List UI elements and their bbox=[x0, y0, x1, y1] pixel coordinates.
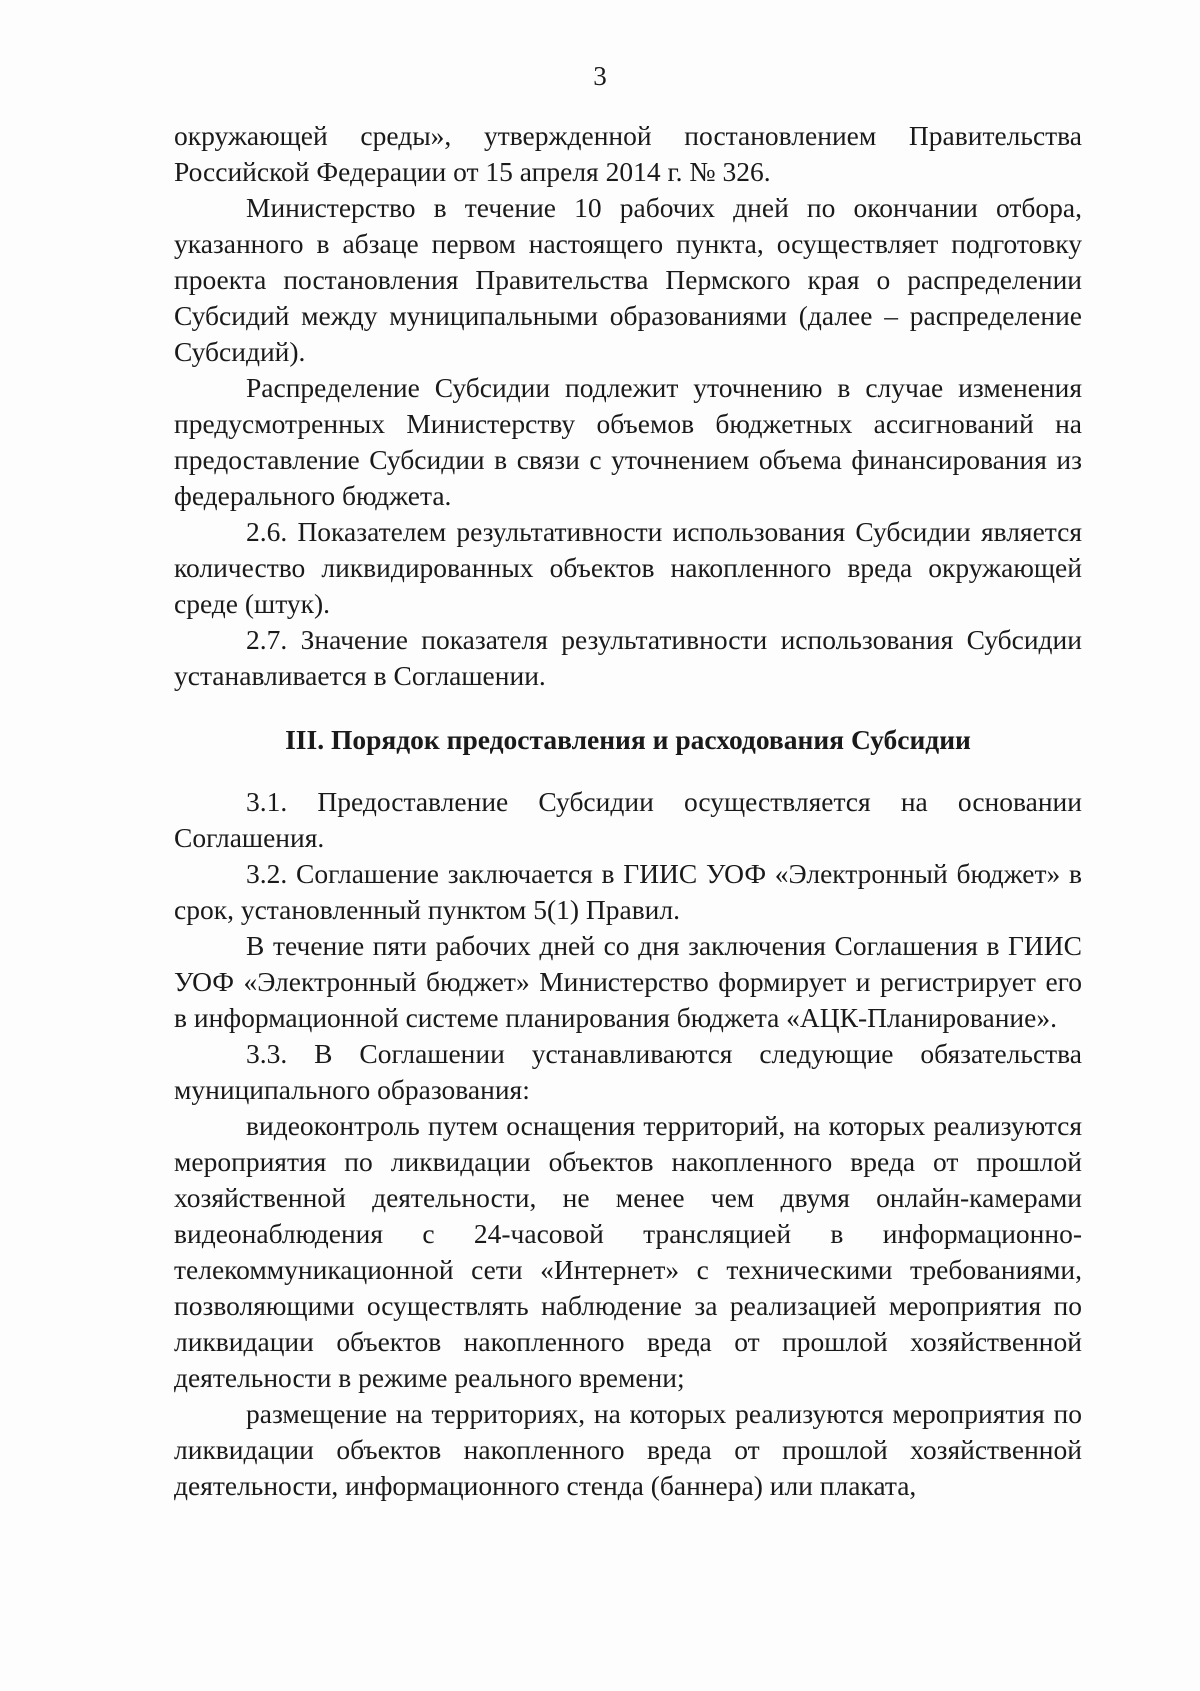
paragraph-info-stand: размещение на территориях, на которых реализуются мероприятия по ликвидации объектов накопленного вреда от прошлой хозяйственной деятельности, информационного стенда (баннера) или плаката, bbox=[174, 1398, 1082, 1501]
paragraph-video-control: видеоконтроль путем оснащения территорий, на которых реализуются мероприятия по ликвидации объектов накопленного вреда от прошлой хозяйственной деятельности, не менее чем двумя онлайн-камерами видеонаблюдения с 24-часовой трансляцией в информационно-телекоммуникационной сети «Интернет» с техническими требованиями, позволяющими осуществлять наблюдение за реализацией мероприятия по ликвидации объектов накопленного вреда от прошлой хозяйственной деятельности в режиме реального времени; bbox=[174, 1110, 1082, 1393]
paragraph-ministry-distribution: Министерство в течение 10 рабочих дней по окончании отбора, указанного в абзаце первом настоящего пункта, осуществляет подготовку проекта постановления Правительства Пермского края о распределении Субсидий между муниципальными образованиями (далее – распределение Субсидий). bbox=[174, 192, 1082, 367]
paragraph-continuation: окружающей среды», утвержденной постановлением Правительства Российской Федерации от 15 апреля 2014 г. № 326. bbox=[174, 120, 1082, 187]
paragraph-2-6: 2.6. Показателем результативности использования Субсидии является количество ликвидированных объектов накопленного вреда окружающей среде (штук). bbox=[174, 516, 1082, 619]
section-heading-iii: III. Порядок предоставления и расходования Субсидии bbox=[285, 724, 971, 755]
paragraph-agreement-registration: В течение пяти рабочих дней со дня заключения Соглашения в ГИИС УОФ «Электронный бюджет» Министерство формирует и регистрирует его в информационной системе планирования бюджета «АЦК-Планирование». bbox=[174, 930, 1082, 1033]
paragraph-2-7: 2.7. Значение показателя результативности использования Субсидии устанавливается в Соглашении. bbox=[174, 624, 1082, 691]
paragraph-3-1: 3.1. Предоставление Субсидии осуществляется на основании Соглашения. bbox=[174, 786, 1082, 853]
page-number: 3 bbox=[593, 61, 607, 91]
paragraph-distribution-clarification: Распределение Субсидии подлежит уточнению в случае изменения предусмотренных Министерству объемов бюджетных ассигнований на предоставление Субсидии в связи с уточнением объема финансирования из федерального бюджета. bbox=[174, 372, 1082, 511]
paragraph-3-2: 3.2. Соглашение заключается в ГИИС УОФ «Электронный бюджет» в срок, установленный пунктом 5(1) Правил. bbox=[174, 858, 1082, 925]
document-body bbox=[174, 118, 1082, 1504]
paragraph-3-3: 3.3. В Соглашении устанавливаются следующие обязательства муниципального образования: bbox=[174, 1038, 1082, 1105]
